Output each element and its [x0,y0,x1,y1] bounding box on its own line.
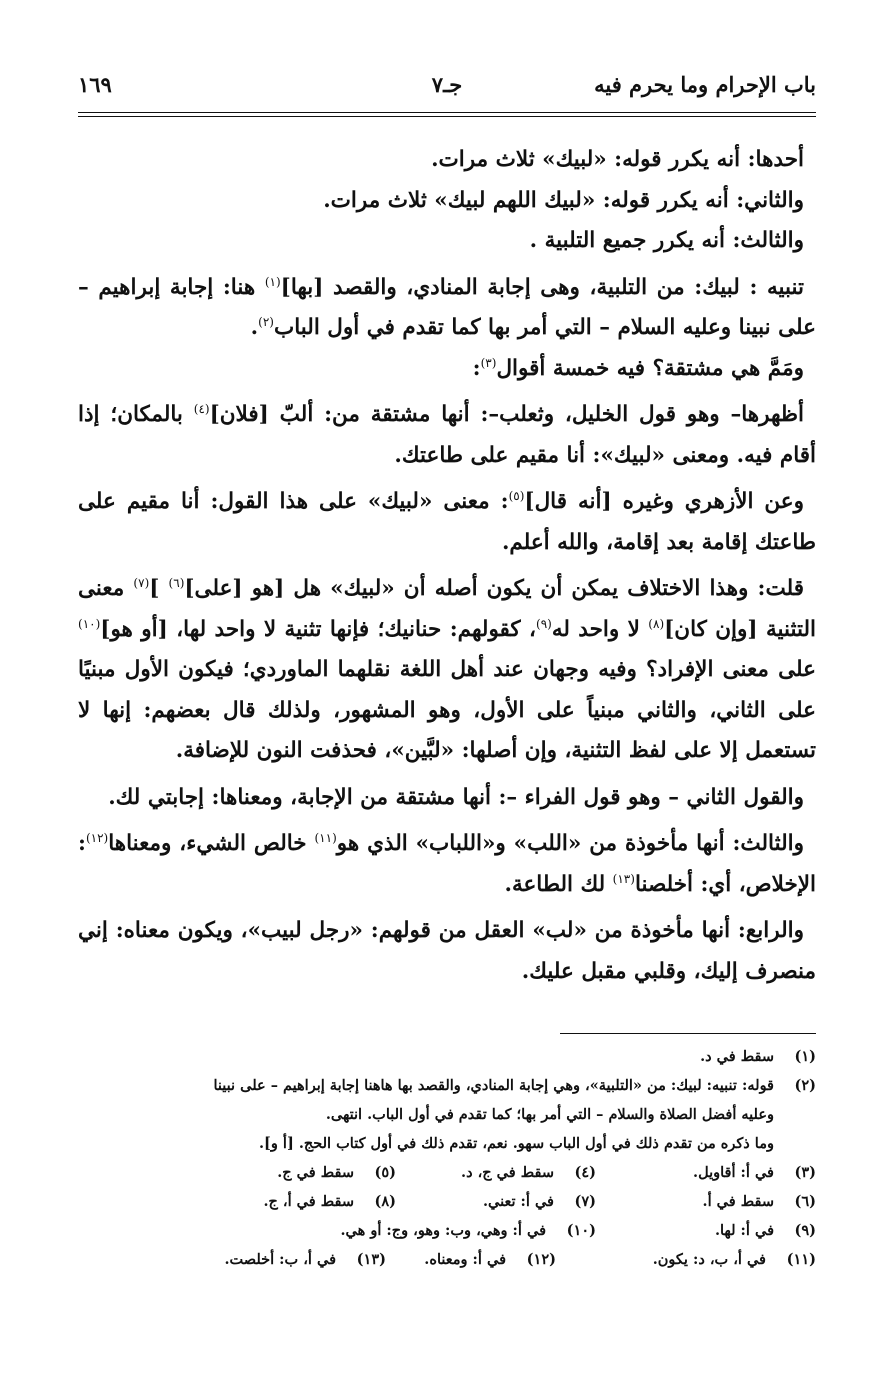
footnote-separator [560,1033,816,1034]
volume-label: جـ٧ [431,72,463,97]
paragraph: والقول الثاني – وهو قول الفراء –: أنها مشتقة من الإجابة، ومعناها: إجابتي لك. [108,784,804,810]
footnote-row [78,1158,816,1187]
paragraph: ومَمَّ هي مشتقة؟ فيه خمسة أقوال$^{(٣)}$: [472,355,804,381]
chapter-title: باب الإحرام وما يحرم فيه [594,72,816,97]
footnote: (٩)في أ: لها. [714,1222,816,1239]
footnote-ref[interactable]: (١٠) [78,616,101,631]
footnote-ref[interactable]: (٨) [648,616,665,631]
paragraph: وعن الأزهري وغيره [أنه قال]$^{(٥)}$: معنى «لبيك» على هذا القول: أنا مقيم على طاعتك إقامة بعد إقامة، والله أعلم. [78,488,816,555]
footnote: (٦)سقط في أ. [702,1193,816,1210]
running-header [78,66,816,106]
footnote-ref[interactable]: (٧) [133,575,150,590]
footnote-continuation: وما ذكره من تقدم ذلك في أول الباب سهو. نعم، تقدم ذلك في أول كتاب الحج. [أ و]. [258,1135,774,1152]
footnote-row [78,1187,816,1216]
footnote-row [78,1245,816,1274]
footnote: (٨)سقط في أ، ج. [263,1193,396,1210]
footnote-ref[interactable]: (٣) [480,355,497,370]
footnote-ref[interactable]: (٤) [193,401,210,416]
footnote: (٤)سقط في ج، د. [461,1164,596,1181]
paragraph: والثالث: أنها مأخوذة من «اللب» و«اللباب» الذي هو$^{(١١)}$ خالص الشيء، ومعناها$^{(١٢)}$: الإخلاص، أي: أخلصنا$^{(١٣)}$ لك الطاعة. [78,830,816,897]
footnote-ref[interactable]: (٥) [508,488,525,503]
header-rule-thick [78,112,816,113]
footnote: (١)سقط في د. [700,1048,816,1065]
footnote-ref[interactable]: (١٣) [612,871,635,886]
footnote: (٣)في أ: أقاويل. [693,1164,816,1181]
paragraph: أظهرها– وهو قول الخليل، وثعلب–: أنها مشتقة من: ألبّ [فلان]$^{(٤)}$ بالمكان؛ إذا أقام فيه. ومعنى «لبيك»: أنا مقيم على طاعتك. [78,401,816,468]
footnote: (١١)في أ، ب، د: يكون. [652,1251,816,1268]
footnote: (٢)قوله: تنبيه: لبيك: من «التلبية»، وهي إجابة المنادي، والقصد بها هاهنا إجابة إبراهيم – على نبينا [213,1077,816,1094]
page-number: ١٦٩ [78,72,112,97]
footnote-ref[interactable]: (١١) [314,830,337,845]
paragraph: والثاني: أنه يكرر قوله: «لبيك اللهم لبيك» ثلاث مرات. [323,187,804,213]
footnote: (١٠)في أ: وهي، وب: وهو، وج: أو هي. [340,1222,596,1239]
paragraph: قلت: وهذا الاختلاف يمكن أن يكون أصله أن «لبيك» هل [هو [على]$^{(٦)}$ ]$^{(٧)}$ معنى التثنية [وإن كان]$^{(٨)}$ لا واحد له$^{(٩)}$، كقولهم: حنانيك؛ فإنها تثنية لا واحد لها، [أو هو]$^{(١٠)}$ على معنى الإفراد؟ وفيه وجهان عند أهل اللغة نقلهما الماوردي؛ فيكون الأول مبنيًا على الثاني، والثاني مبنياً على الأول، وهو المشهور، ولذلك قال بعضهم: إنها لا تستعمل إلا على لفظ التثنية، وإن أصلها: «لبَّين»، فحذفت النون للإضافة. [78,575,816,763]
footnote: (١٢)في أ: ومعناه. [424,1251,556,1268]
paragraph: أحدها: أنه يكرر قوله: «لبيك» ثلاث مرات. [431,147,804,172]
footnote-ref[interactable]: (١٢) [85,830,109,845]
paragraph: تنبيه : لبيك: من التلبية، وهى إجابة المنادي، والقصد [بها]$^{(١)}$ هنا: إجابة إبراهيم – على نبينا وعليه السلام – التي أمر بها كما تقدم في أول الباب$^{(٢)}$. [78,274,816,340]
footnote: (١٣)في أ، ب: أخلصت. [224,1251,386,1268]
footnote-continuation: وعليه أفضل الصلاة والسلام – التي أمر بها؛ كما تقدم في أول الباب. انتهى. [325,1106,774,1123]
paragraph: والرابع: أنها مأخوذة من «لب» العقل من قولهم: «رجل لبيب»، ويكون معناه: إني منصرف إليك، وقلبي مقبل عليك. [78,918,816,984]
footnote-ref[interactable]: (١) [264,274,281,289]
paragraph: والثالث: أنه يكرر جميع التلبية . [529,228,804,253]
footnote-ref[interactable]: (٢) [258,314,274,329]
header-rule-thin [78,116,816,117]
footnote-row [78,1216,816,1245]
footnotes [78,1042,816,1274]
footnote-ref[interactable]: (٩) [536,616,552,631]
footnote: (٧)في أ: تعني. [482,1193,596,1210]
main-text [78,140,816,998]
footnote: (٥)سقط في ج. [277,1164,396,1181]
footnote-ref[interactable]: (٦) [168,575,185,590]
